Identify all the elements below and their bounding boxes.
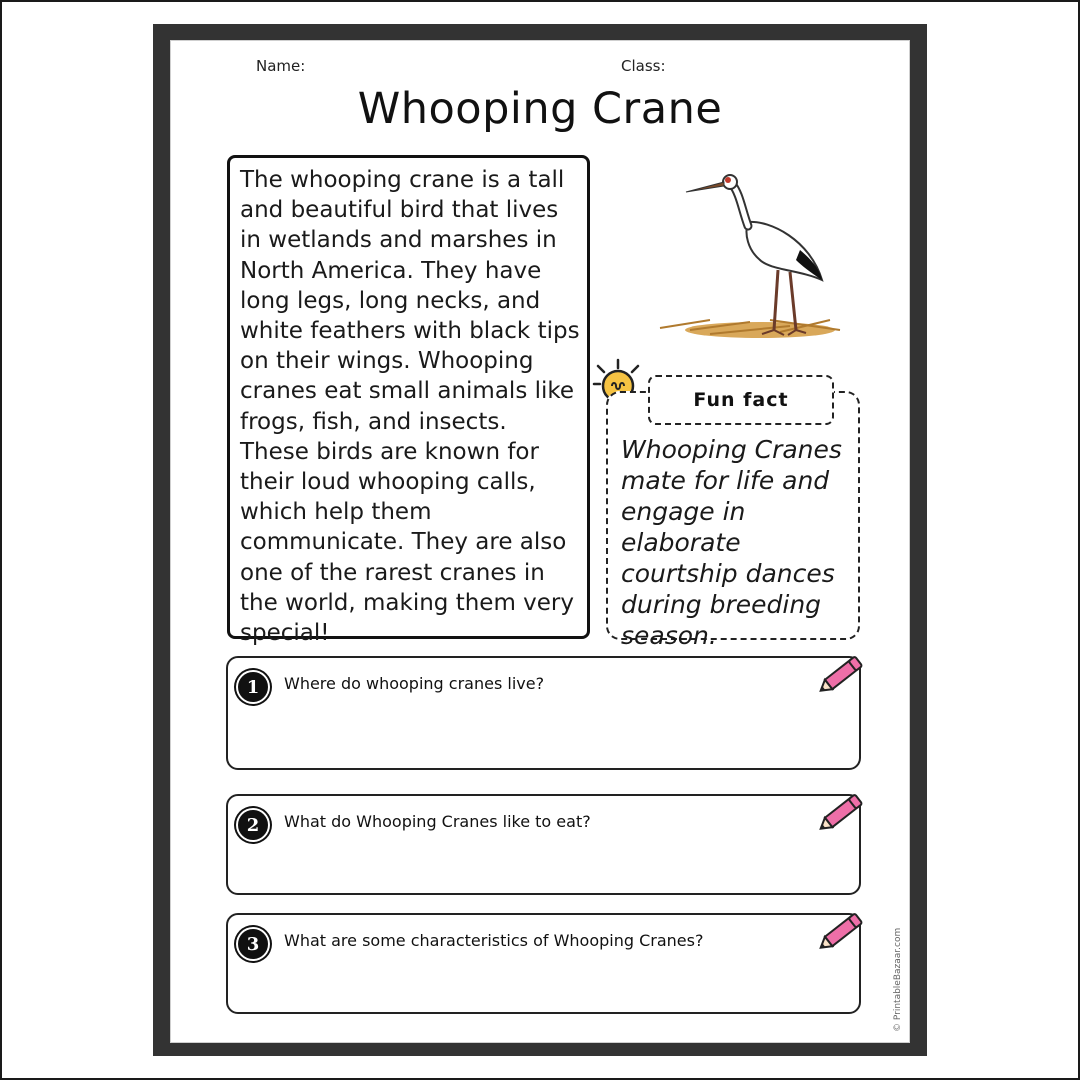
question-box-2[interactable] [226,794,861,895]
pencil-icon [815,788,869,836]
question-text: What do Whooping Cranes like to eat? [284,812,591,831]
pencil-icon [815,650,869,698]
fun-fact-heading: Fun fact [648,375,834,425]
question-text: What are some characteristics of Whooping Cranes? [284,931,704,950]
question-number-badge: 1 [238,672,268,702]
crane-illustration [650,170,850,350]
page-title: Whooping Crane [357,84,723,134]
pencil-icon [815,907,869,955]
reading-passage-text: The whooping crane is a tall and beautiful bird that lives in wetlands and marshes in North America. They have long legs, long necks, and white feathers with black tips on their wings. Whooping cranes eat small animals like frogs, fish, and insects. These birds are known for their loud whooping calls, which help them communicate. They are also one of the rarest cranes in the world, making them very special! [240,167,580,647]
name-label: Name: [256,57,306,75]
fun-fact-text: Whooping Cranes mate for life and engage in elaborate courtship dances during breeding season. [621,435,842,650]
class-label: Class: [621,57,666,75]
copyright-text: © PrintableBazaar.com [893,927,903,1032]
question-number-badge: 2 [238,810,268,840]
question-box-3[interactable] [226,913,861,1014]
question-box-1[interactable] [226,656,861,770]
question-text: Where do whooping cranes live? [284,674,545,693]
question-number-badge: 3 [238,929,268,959]
